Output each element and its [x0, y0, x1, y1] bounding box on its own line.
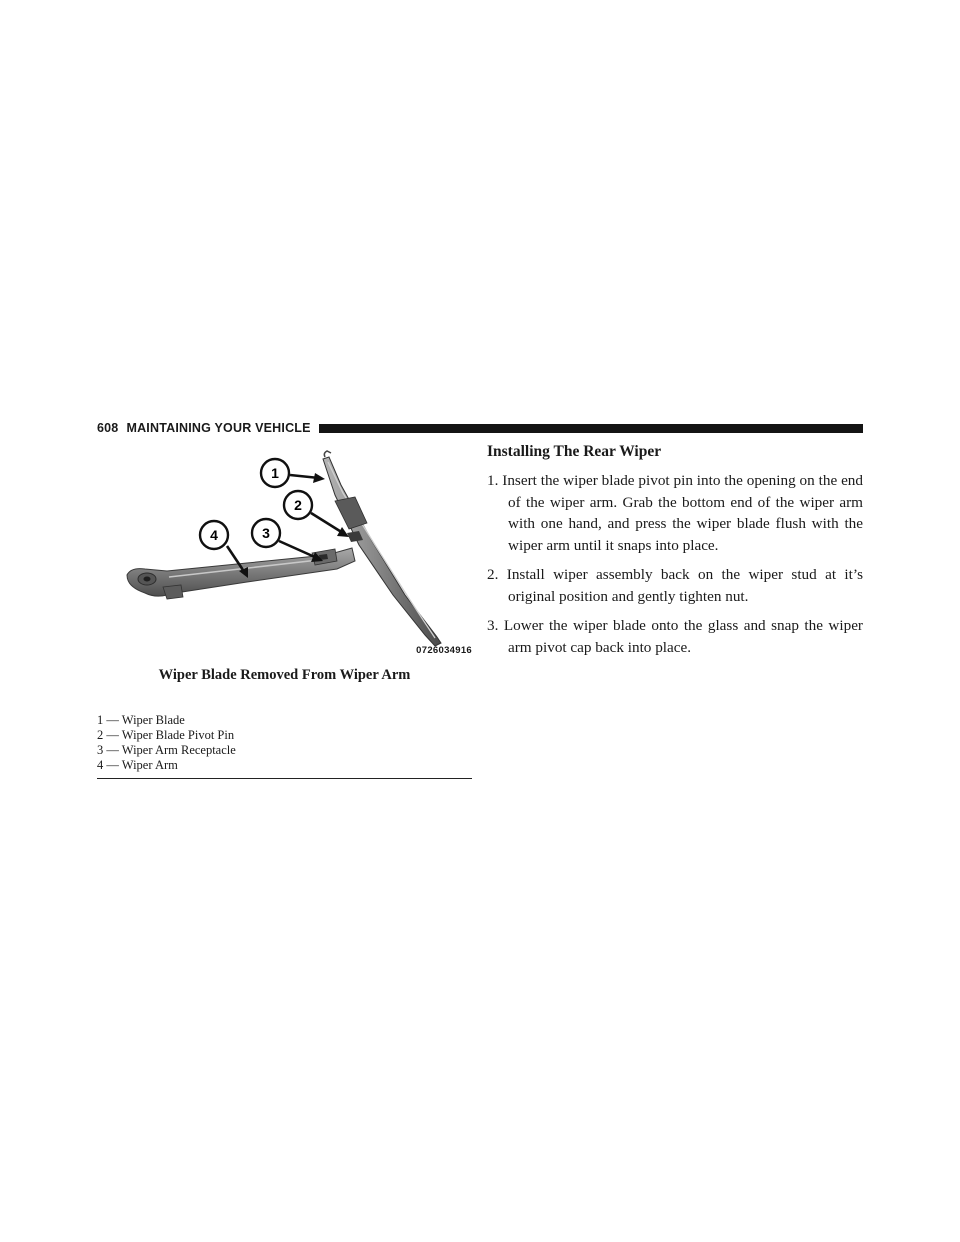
legend-item: 2 — Wiper Blade Pivot Pin [97, 728, 235, 742]
callout-4 [200, 521, 228, 549]
step-1: 1. Insert the wiper blade pivot pin into the opening on the end of the wiper arm. Grab the bottom end of the wiper arm with one hand, and press the wiper blade flush with the wiper arm until it snaps into place. [487, 472, 863, 554]
figure-legend [97, 713, 472, 773]
legend-item: 4 — Wiper Arm [97, 758, 178, 772]
legend-item: 1 — Wiper Blade [97, 713, 185, 727]
callout-4-label: 4 [210, 527, 218, 543]
instructions-column [487, 443, 863, 666]
callout-2-label: 2 [294, 497, 302, 513]
callout-3-label: 3 [262, 525, 270, 541]
header-rule [319, 424, 863, 433]
figure-code: 0726034916 [416, 645, 472, 656]
legend-rule [97, 778, 472, 779]
wiper-figure [97, 445, 472, 660]
page-header [97, 420, 863, 436]
section-heading: Installing The Rear Wiper [487, 443, 662, 460]
wiper-blade [323, 451, 441, 646]
step-3: 3. Lower the wiper blade onto the glass and snap the wiper arm pivot cap back into place. [487, 617, 863, 656]
page-number: 608 [97, 421, 119, 435]
legend-item: 3 — Wiper Arm Receptacle [97, 743, 236, 757]
callout-3 [252, 519, 280, 547]
figure-column [97, 445, 472, 772]
section-title: MAINTAINING YOUR VEHICLE [126, 421, 311, 435]
wiper-arm [127, 548, 355, 599]
figure-caption: Wiper Blade Removed From Wiper Arm [158, 667, 411, 683]
callout-1-label: 1 [271, 465, 279, 481]
step-2: 2. Install wiper assembly back on the wiper stud at it’s original position and gently tighten nut. [487, 566, 863, 605]
wiper-illustration [97, 445, 472, 660]
callout-2 [284, 491, 312, 519]
callout-1 [261, 459, 289, 487]
